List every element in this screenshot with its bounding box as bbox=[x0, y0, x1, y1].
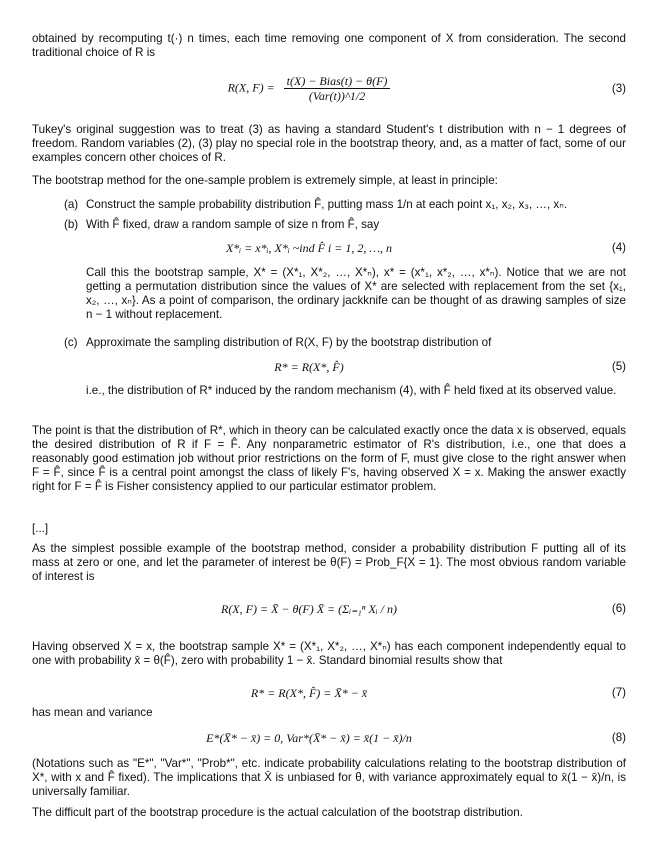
equation-6 bbox=[32, 602, 626, 618]
item-label-c: (c) bbox=[64, 336, 78, 349]
equation-8-number: (8) bbox=[611, 731, 626, 744]
equation-3-body bbox=[32, 74, 586, 103]
equation-5 bbox=[32, 360, 626, 376]
equation-4-number: (4) bbox=[611, 241, 626, 254]
paragraph-tukey: Tukey's original suggestion was to treat (3) as having a standard Student's t distribution with n − 1 degrees of freedom. Random variables (2), (3) play no special role in the bootstrap theory, and, as a matter of fact, some of our examples concern other choices of R. bbox=[32, 123, 626, 164]
equation-7-number: (7) bbox=[611, 686, 626, 699]
equation-6-body: R(X, F) = X̄ − θ(F) X̄ = (Σᵢ₌₁ⁿ Xᵢ / n) bbox=[220, 602, 398, 616]
paragraph-mean-variance: has mean and variance bbox=[32, 706, 153, 719]
equation-7 bbox=[32, 686, 626, 702]
item-b-continuation: Call this the bootstrap sample, X* = (X*₁, X*₂, …, X*ₙ), x* = (x*₁, x*₂, …, x*ₙ). Notice that we are not getting a permutation distribution since the values of X* are selected with replacement from the set {x₁, x₂, …, xₙ}. As a point of comparison, the ordinary jackknife can be thought of as drawing samples of size n − 1 without replacement. bbox=[86, 266, 626, 321]
equation-8 bbox=[32, 731, 626, 747]
ellipsis-marker: [...] bbox=[32, 522, 49, 535]
item-label-a: (a) bbox=[64, 198, 79, 211]
paragraph-jackknife-recompute: obtained by recomputing t(·) n times, each time removing one component of X from consideration. The second traditional choice of R is bbox=[32, 32, 626, 59]
equation-5-number: (5) bbox=[611, 360, 626, 373]
equation-3 bbox=[32, 70, 626, 110]
item-a-text: Construct the sample probability distribution F̂, putting mass 1/n at each point x₁, x₂, x₃, …, xₙ. bbox=[86, 198, 568, 211]
paragraph-method-intro: The bootstrap method for the one-sample problem is extremely simple, at least in principle: bbox=[32, 174, 498, 187]
paragraph-difficult-part: The difficult part of the bootstrap procedure is the actual calculation of the bootstrap distribution. bbox=[32, 806, 523, 819]
equation-3-numerator: t(X) − Bias(t) − θ(F) bbox=[284, 74, 391, 89]
equation-3-lhs: R(X, F) = bbox=[227, 80, 275, 95]
item-b-text: With F̂ fixed, draw a random sample of size n from F̂, say bbox=[86, 218, 380, 231]
equation-3-denominator: (Var(t))^1/2 bbox=[308, 89, 366, 103]
equation-7-body: R* = R(X*, F̂) = X̄* − x̄ bbox=[250, 686, 368, 700]
equation-5-body: R* = R(X*, F̂) bbox=[274, 360, 344, 374]
item-c-continuation: i.e., the distribution of R* induced by the random mechanism (4), with F̂ held fixed at its observed value. bbox=[86, 384, 617, 397]
equation-3-number: (3) bbox=[611, 82, 626, 95]
item-label-b: (b) bbox=[64, 218, 79, 231]
paragraph-point: The point is that the distribution of R*, which in theory can be calculated exactly once the data x is observed, equals the desired distribution of R if F = F̂. Any nonparametric estimator of R's distribution, i.e., one that does a reasonably good estimation job without prior restrictions on the form of F, must give close to the right answer when F = F̂, since F̂ is a central point amongst the class of likely F's, having observed X = x. Making the answer exactly right for F = F̂ is Fisher consistency applied to our particular estimator problem. bbox=[32, 424, 626, 493]
item-c-text: Approximate the sampling distribution of R(X, F) by the bootstrap distribution of bbox=[86, 336, 492, 349]
equation-6-number: (6) bbox=[611, 602, 626, 615]
equation-4 bbox=[32, 241, 626, 257]
paragraph-simplest-example: As the simplest possible example of the bootstrap method, consider a probability distribution F putting all of its mass at zero or one, and let the parameter of interest be θ(F) = Prob_F{X = 1}. The most obvious random variable of interest is bbox=[32, 542, 626, 583]
paragraph-having-observed: Having observed X = x, the bootstrap sample X* = (X*₁, X*₂, …, X*ₙ) has each component independently equal to one with probability x̄ = θ(F̂), zero with probability 1 − x̄. Standard binomial results show that bbox=[32, 640, 626, 667]
equation-4-body: X*ᵢ = x*ᵢ, X*ᵢ ~ind F̂ i = 1, 2, …, n bbox=[225, 241, 393, 255]
equation-8-body: E*(X̄* − x̄) = 0, Var*(X̄* − x̄) = x̄(1 − x̄)/n bbox=[206, 731, 412, 745]
paragraph-notations: (Notations such as "E*", "Var*", "Prob*", etc. indicate probability calculations relating to the bootstrap distribution of X*, with x and F̂ fixed). The implications that X̄ is unbiased for θ, with variance approximately equal to x̄(1 − x̄)/n, is universally familiar. bbox=[32, 757, 626, 798]
